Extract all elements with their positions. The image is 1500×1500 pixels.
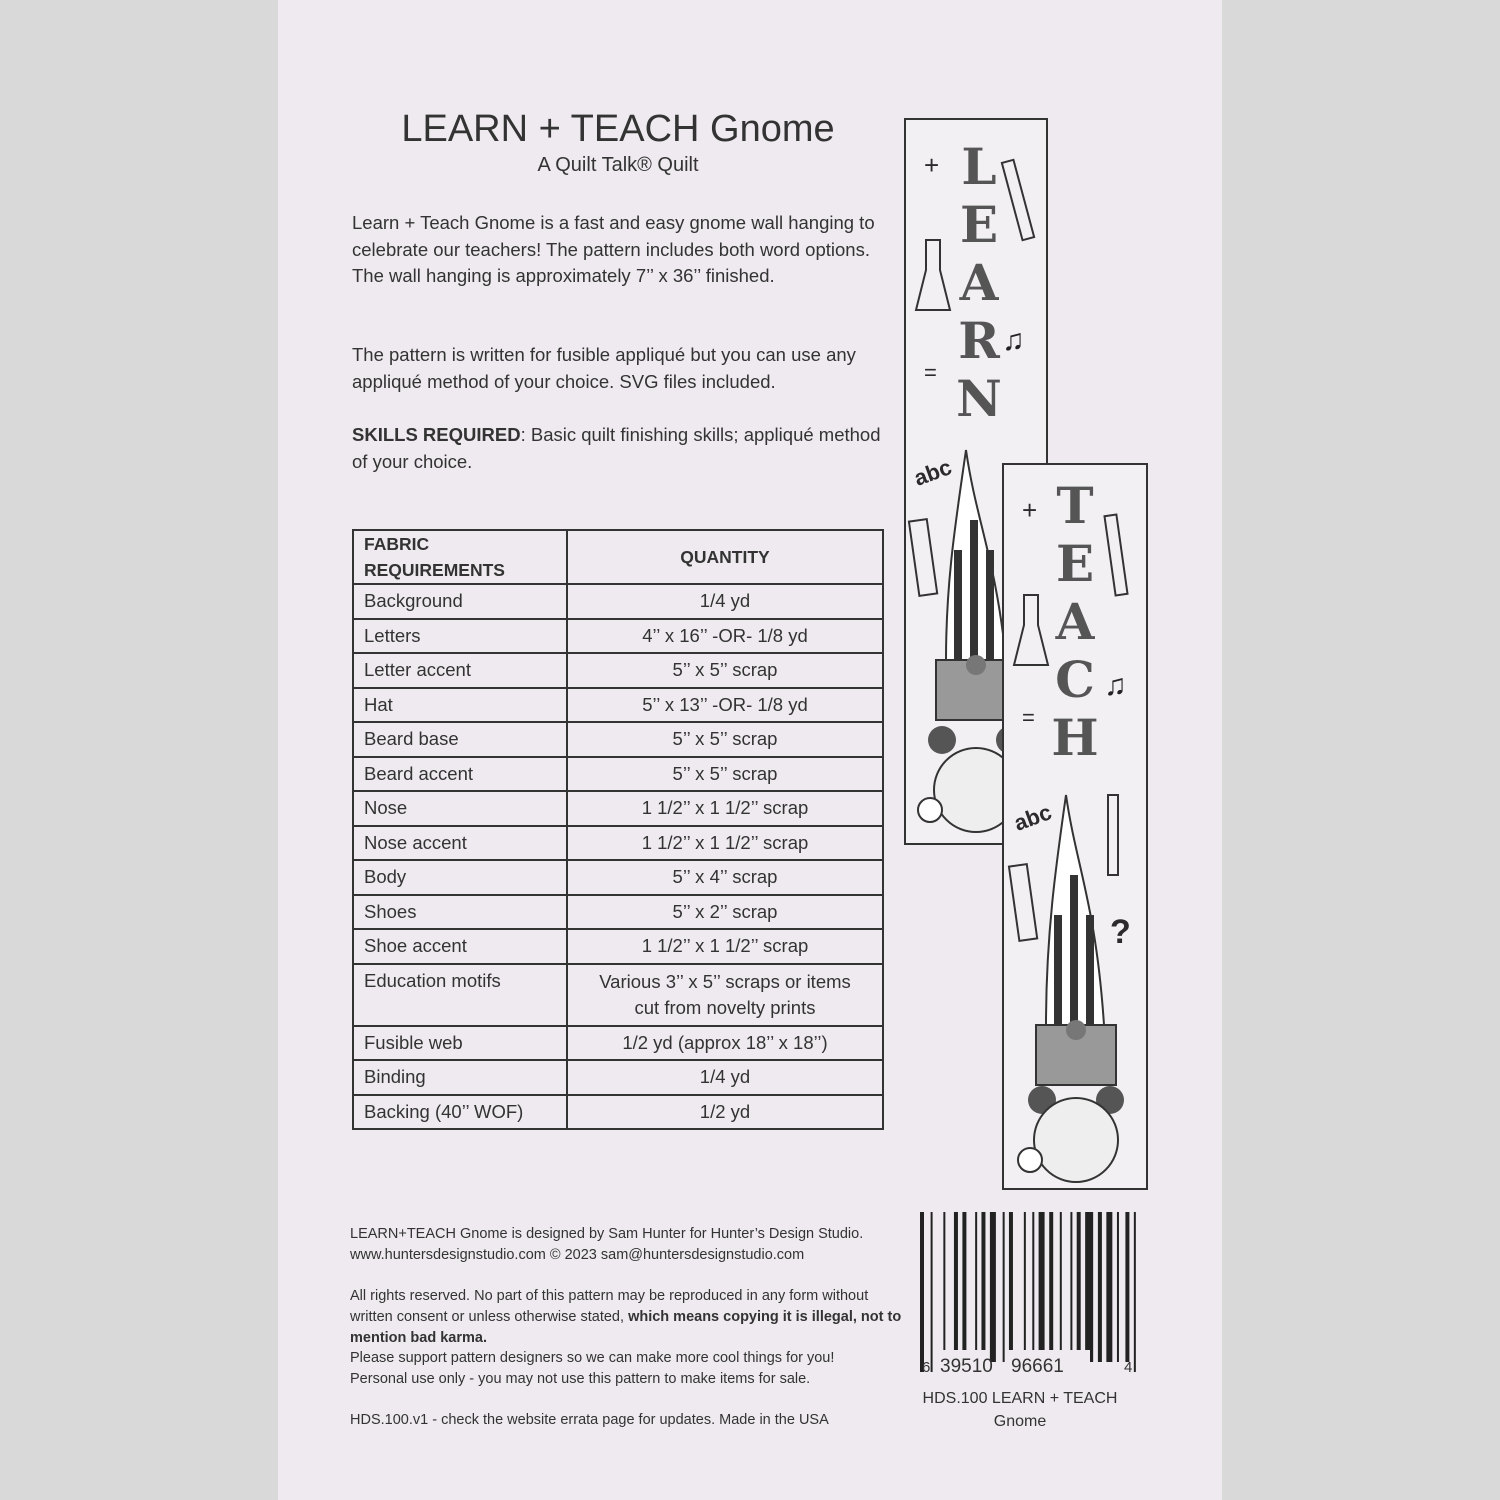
fabric-name: Beard accent xyxy=(353,757,567,792)
table-row xyxy=(353,895,883,930)
fabric-quantity: 1/4 yd xyxy=(567,1060,883,1095)
personal-use-text: Personal use only - you may not use this pattern to make items for sale. xyxy=(350,1371,811,1387)
barcode-bar xyxy=(1039,1212,1045,1372)
fabric-name: Binding xyxy=(353,1060,567,1095)
gnome-nose xyxy=(966,655,986,675)
fabric-name: Letters xyxy=(353,619,567,654)
header-quantity: QUANTITY xyxy=(567,530,883,584)
apple-icon xyxy=(918,798,942,822)
barcode-bar xyxy=(1117,1212,1119,1362)
fabric-quantity: 1 1/2’’ x 1 1/2’’ scrap xyxy=(567,791,883,826)
table-row xyxy=(353,929,883,964)
pencil-icon xyxy=(1002,160,1034,240)
barcode-label xyxy=(905,1387,1135,1433)
ruler-icon xyxy=(1009,864,1037,941)
fabric-name: Beard base xyxy=(353,722,567,757)
table-header-row xyxy=(353,530,883,584)
plus-sign: + xyxy=(1022,495,1038,525)
barcode-bar xyxy=(954,1212,958,1362)
barcode-bar xyxy=(975,1212,977,1362)
gnome-drawing xyxy=(1004,465,1146,1188)
intro-paragraph-2: The pattern is written for fusible appliqué but you can use any appliqué method of your choice. SVG files included. xyxy=(352,344,856,392)
barcode-bar xyxy=(1024,1212,1026,1362)
fabric-quantity: 1/2 yd (approx 18’’ x 18’’) xyxy=(567,1026,883,1061)
fabric-quantity: Various 3’’ x 5’’ scraps or items cut from novelty prints xyxy=(567,964,883,1026)
table-row xyxy=(353,722,883,757)
fabric-name: Body xyxy=(353,860,567,895)
gnome-nose xyxy=(1066,1020,1086,1040)
barcode-bar xyxy=(1125,1212,1129,1362)
fabric-quantity: 1 1/2’’ x 1 1/2’’ scrap xyxy=(567,826,883,861)
paintbrush-icon xyxy=(1108,795,1118,875)
barcode-bar xyxy=(1032,1212,1034,1372)
equals-sign: = xyxy=(1022,705,1035,730)
skills-paragraph xyxy=(352,422,892,475)
fabric-quantity: 1/2 yd xyxy=(567,1095,883,1130)
teach-word: TEACH xyxy=(1051,476,1099,767)
fabric-quantity: 4’’ x 16’’ -OR- 1/8 yd xyxy=(567,619,883,654)
pencil-icon xyxy=(1104,515,1127,596)
fabric-name: Fusible web xyxy=(353,1026,567,1061)
barcode-label-2: Gnome xyxy=(993,1413,1047,1430)
table-row xyxy=(353,757,883,792)
fabric-name: Nose accent xyxy=(353,826,567,861)
beaker-icon xyxy=(1014,595,1048,665)
rights-text xyxy=(350,1286,910,1348)
fabric-quantity: 1 1/2’’ x 1 1/2’’ scrap xyxy=(567,929,883,964)
rights-normal: All rights reserved. No part of this pattern may be reproduced in any form without written consent or unless otherwise stated, xyxy=(350,1288,869,1325)
table-row xyxy=(353,826,883,861)
version-text: HDS.100.v1 - check the website errata page for updates. Made in the USA xyxy=(350,1412,829,1428)
fabric-name: Background xyxy=(353,584,567,619)
fabric-requirements-table xyxy=(352,529,884,1130)
fabric-quantity: 1/4 yd xyxy=(567,584,883,619)
ruler-icon xyxy=(909,519,937,596)
barcode-bar xyxy=(943,1212,945,1362)
question-mark: ? xyxy=(1110,913,1131,951)
table-row xyxy=(353,619,883,654)
barcode-bar xyxy=(1003,1212,1005,1362)
barcode-bar xyxy=(962,1212,966,1362)
barcode-label-1: HDS.100 LEARN + TEACH xyxy=(922,1390,1118,1407)
fabric-name: Education motifs xyxy=(353,964,567,1026)
abc-motif: abc xyxy=(1010,799,1055,836)
learn-word: LEARN xyxy=(956,137,1002,428)
header-fabric: FABRIC REQUIREMENTS xyxy=(353,530,567,584)
globe-icon xyxy=(1034,1098,1118,1182)
fabric-name: Shoes xyxy=(353,895,567,930)
abc-motif: abc xyxy=(910,454,955,491)
table-row xyxy=(353,1095,883,1130)
fabric-name: Shoe accent xyxy=(353,929,567,964)
fabric-quantity: 5’’ x 13’’ -OR- 1/8 yd xyxy=(567,688,883,723)
barcode-bar xyxy=(920,1212,924,1372)
barcode-bar xyxy=(1085,1212,1093,1362)
table-row xyxy=(353,688,883,723)
table-row xyxy=(353,653,883,688)
fabric-quantity: 5’’ x 5’’ scrap xyxy=(567,653,883,688)
fabric-name: Backing (40’’ WOF) xyxy=(353,1095,567,1130)
table-row xyxy=(353,584,883,619)
skills-text: : Basic quilt finishing skills; appliqué method of your choice. xyxy=(352,424,881,472)
fabric-name: Letter accent xyxy=(353,653,567,688)
fabric-quantity: 5’’ x 5’’ scrap xyxy=(567,722,883,757)
support-text: Please support pattern designers so we can make more cool things for you! xyxy=(350,1350,835,1366)
barcode-digits-3: 96661 xyxy=(1011,1356,1064,1377)
fabric-name: Hat xyxy=(353,688,567,723)
teach-banner-illustration xyxy=(1002,463,1148,1190)
barcode-digits-2: 39510 xyxy=(940,1356,993,1377)
fabric-quantity: 5’’ x 2’’ scrap xyxy=(567,895,883,930)
apple-icon xyxy=(1018,1148,1042,1172)
beaker-icon xyxy=(916,240,950,310)
barcode-bar xyxy=(1060,1212,1062,1362)
equals-sign: = xyxy=(924,360,937,385)
fabric-name: Nose xyxy=(353,791,567,826)
barcode-bar xyxy=(981,1212,985,1362)
table-row xyxy=(353,964,883,1026)
barcode-bar xyxy=(1049,1212,1053,1362)
page-subtitle: A Quilt Talk® Quilt xyxy=(537,154,699,176)
plus-sign: + xyxy=(924,150,940,180)
credit-line-2: www.huntersdesignstudio.com © 2023 sam@huntersdesignstudio.com xyxy=(350,1247,805,1263)
music-note-icon: ♫ xyxy=(1104,669,1127,702)
barcode-bar xyxy=(990,1212,996,1362)
barcode-digit-4: 4 xyxy=(1124,1359,1133,1376)
barcode-bar xyxy=(1070,1212,1072,1362)
barcode-bar xyxy=(931,1212,933,1372)
barcode xyxy=(918,1212,1138,1380)
barcode-bar xyxy=(1077,1212,1081,1362)
skills-label: SKILLS REQUIRED xyxy=(352,424,521,445)
table-row xyxy=(353,1060,883,1095)
barcode-bar xyxy=(1134,1212,1136,1372)
barcode-bar xyxy=(1009,1212,1013,1362)
barcode-bar xyxy=(1106,1212,1112,1362)
table-row xyxy=(353,791,883,826)
fabric-quantity: 5’’ x 4’’ scrap xyxy=(567,860,883,895)
barcode-digit-1: 6 xyxy=(922,1359,931,1376)
music-note-icon: ♫ xyxy=(1002,324,1025,357)
credit-line-1: LEARN+TEACH Gnome is designed by Sam Hunter for Hunter’s Design Studio. xyxy=(350,1226,864,1242)
barcode-bar xyxy=(1098,1212,1102,1362)
intro-paragraph-1: Learn + Teach Gnome is a fast and easy gnome wall hanging to celebrate our teachers! The pattern includes both word options. The wall hanging is approximately 7’’ x 36’’ finished. xyxy=(352,212,875,286)
page-title: LEARN + TEACH Gnome xyxy=(401,108,835,150)
rights-bold: which means copying it is illegal, not to mention bad karma. xyxy=(350,1308,902,1346)
fabric-quantity: 5’’ x 5’’ scrap xyxy=(567,757,883,792)
table-row xyxy=(353,860,883,895)
table-row xyxy=(353,1026,883,1061)
